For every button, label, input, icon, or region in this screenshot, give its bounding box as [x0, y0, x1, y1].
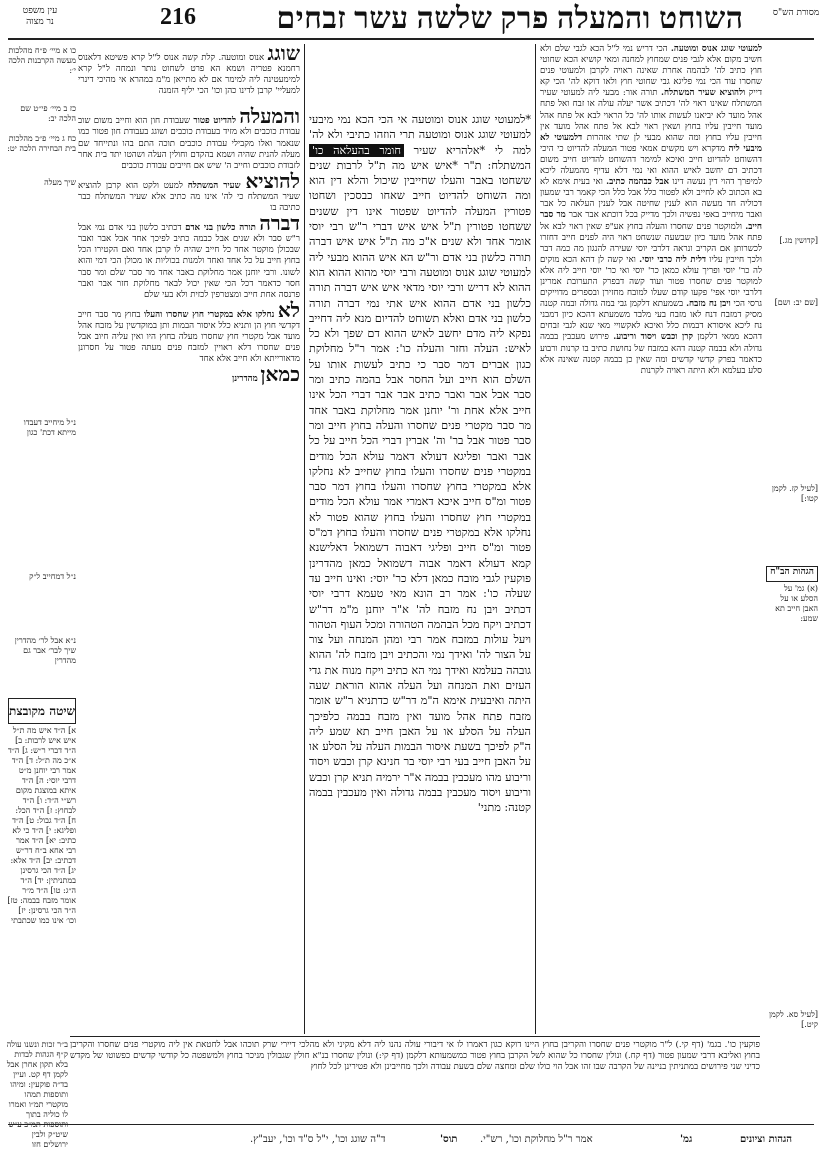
tosafot-text-5: ולמוקטר פנים שחסרו והעלה בחוץ אע"פ שאין ראוי לבא אל פתח אהל מועד כיון שבשעה שנשחט ראוי היה לפנים חייב דחזרו לכשרותן אם הקריב ונראה דלרבי יוסי שעירה להנגון מה כמה דבר ולכך חייבין עליו — [540, 221, 762, 265]
tosafot-label-7: קרן וכבש ויסוד וריבוע. — [613, 332, 694, 343]
tosafot-column — [540, 44, 762, 1034]
tosafot-text-2: תורה אור: מבעי ליה למעוטי שעיר המשתלח שאינו ראוי לה' דכתיב אשר יעלה עולה או זבח ואל פתח אהל מועד לא יביאנו לעשות אותו לה' כל הראוי לבא אל פתח אהל מועד חייבין עליו בחוץ ושאין ראוי לבא אל פתח אהל מועד אין חייבין עליו בחוץ ומה שהוא מבעי לן שתי אזהרות — [540, 88, 762, 143]
masoret-note-3: [לעיל קז. לקמן קטו:] — [771, 484, 818, 503]
mishnah-inset-big-word: שוגג — [267, 43, 300, 65]
rashi-label-5: מהדרינן — [232, 374, 258, 385]
tosafot-text-7: בשמעתא דלקמן גבי במה גדולה ובמה קטנה מסיק דמזבח דנח לאו מזבח בעי מלבד משמעתא דהכא כיון דמבני נח ליכא איסורא דבמות כלל ואיכא לאקשויי מאי שנא לגבי זבחים דהכא ממאי דלקמן — [540, 299, 762, 343]
rashi-big-word-4: לא — [277, 299, 301, 322]
gemara-highlight-label[interactable]: חומר בהעלאה כו' — [309, 144, 404, 157]
rashi-big-word-2: להוציא — [245, 170, 300, 193]
tosafot-label-1: ולהוציא שעיר המשתלח. — [661, 88, 746, 99]
tosafot-text-1: הכי דריש נמי ל"ל הכא לגבי שלם ולא חשיב מקום אלא לגבי פנים שמחוץ למחנה ומאי קושיא הכא שחוטי חוץ כתיב לה' לבהמה אחרת שאינה ראויה לקרבן ולמעוטי פנים שחסרו עוד הכי נמי פליגא גבי שחוטי חוץ ולאו דוקא לה' הכי קא דייק — [540, 44, 762, 99]
footer-gemara-label: גמ' — [680, 1134, 693, 1145]
hagahot-habach-text: (א) גמ' על הסלע או על האבן חייב תא שמע: — [775, 584, 818, 623]
gemara-body: המשתלח: ת"ר *איש איש מה ת"ל לרבות שנים ששחטו באבר והעלו שחייבין שיכול והלא דין הוא ומה השוחט להדיוט חייב שאחו כבסכין ושחטו פטורין המעלה להדיוט שפטור אינו דין ששנים ששחטו פטורין ת"ל איש איש דברי ר"ש רבי יוסי אומר אחד ולא שנים א"כ מה ת"ל איש איש דברה תורה כלשון בני אדם ור"ש הא איש ההוא מבעי ליה למעוטי שוגג אנוס ומוטעה ורבי יוסי מהוא ההוא הוא ההוא לא דריש ורבי יוסי מדאי איש איש דברה תורה כלשון בני אדם ההוא איש אתי נמי דברה תורה כלשון בני אדם ואלא תשוחט להדיום מנא ליה דחייב נפקא ליה מדם יחשב לאיש ההוא דם שפך ולא כל לאיש: העלה וחזר והעלה כו': אמר ר"ל מחלוקת כגון אברים דמר סבר כי כתיב לעשות אותו על השלם הוא חייב ועל החסר אבל בהמה כתיב ומר סבר אבל אבר ואבר כתיב אבר אבר דברי הכל אינו חייב אלא אחת ור' יוחנן אמר מחלוקת באבר אחד מר סבר מקטרי פנים שחסרו והעלה בחוץ חייב ומר סבר פטור אבל בר' וה' אברין דברי הכל חייב על כל אבר ואבר ופליגא דעולא דאמר עולא הכל מודים במקטרי פנים שחסרו והעלו בחוץ שחייב לא נחלקו אלא במקטרי בחוץ שחסרו והעלו בחוץ דמר סבר פטור ומ"ס חייב איכא דאמרי אמר עולא הכל מודים במקטרי חוץ שחסרו והעלו בחוץ שהוא פטור לא נחלקו אלא במקטרי פנים שחסרו והעלו בחוץ דמ"ס פטור ומ"ס חייב ופליגי דאבוה דשמואל דאלישנא קמא דעולא דאמר אבוה דשמואל כמאן מהדרינן פוקעין לגבי מובח כמאן דלא כר' יוסי: ואינו חייב עד שעלה כו': אמר רב הונא מאי טעמא דרבי יוסי דכתיב ויבן נח מזבח לה' א"ר יוחנן מ"מ דר"ש דכתיב ויקח מכל הבהמה הטהורה ומכל העוף הטהור ויעל עולות במזבח אמר רבי ומהן המנחה ועל צור על הצור לה' ואידך נמי והכתיב ויבן מזבח לה' ההוא גובהה בעלמא ואידך נמי הא כתיב ויקח מנוח את גדי העזים ואת המנחה ועל העלה אהוא הוראת שעה היתה ואיבעית אימא ה"מ דר"ש כדתניא ר"ש אומר מזבח פתח אהל מועד ואין מזבח בבמה כלפיכך העלה על הסלע או על האבן חייב תא שמע ליה ה"ק לפיכך בשעת איסור הבמות העלה על הסלע או על האבן חייב בעי רבי יוסי בר חנינא קרן וכבש ויסוד וריבוע מהו מעכבין בבמה א"ר ירמיה תניא קרן וכבש וריבוע ויסוד מעכבין בבמה גדולה ואין מעכבין בבמה קטנה: מתני' — [309, 158, 531, 815]
left-bottom-notes: ב״ר זכות ונשנו עולה ק״ף הגהות לבדות בלא תקון אחרן אבל לקמן דף קט. ועיין בד״ה פוקעין: ומיהו ותוספות תמהו מוקטרי תמ״ו ואמרו לו כוליה בתוך שיט״ק ולבין ירושלים חזו — [6, 1040, 68, 1149]
footer-gemara-text: אמר ר"ל מחלוקת וכו', רש"י. — [480, 1134, 593, 1145]
footer — [0, 1128, 822, 1152]
shita-mekubetzet-text: א] ה״ד איש מה ת״ל איש איש לרבות: ב] ה״ד דברי ר״ש: ג] ה״ד א״כ מה ת״ל: ד] ה״ד אמר רבי יוחנן מ״ט דרבי יוסי: ה] ה״ד איתא במוצגת מקום רש״י ה״ד: ו] ה״ד לבחוץ: ז] ה״ד הכל: ח] ה״ד גבול: ט] ה״ד ופליגא: י] ה״ד כי לא כתיב: יא] ה״ד אמר רבי אחא ב״ח דר״ש דכתיב: יב] ה״ד אלא: יג] ה״ד הכי גרסינן במתניתין: יד] ה״ד ה״ג: טו] ה״ד מ״ר אומר מזבח בבמה: טז] ה״ד הכי גרסינן: יז] וכו׳ אינו כמו שכתבתי — [7, 726, 76, 925]
ein-mishpat-label: עין משפט נר מצוה — [22, 6, 58, 27]
page-title: השוחט והמעלה פרק שלשה עשר זבחים — [276, 2, 744, 35]
tosafot-opening-words: למעוטי שוגג אנוס ומוטעה. — [670, 44, 762, 54]
mishnah-inset — [78, 44, 300, 97]
ein-mishpat-notes-5: נ״ל מיחייב דעבדו מייתא דכת' כגון — [23, 418, 76, 437]
rashi-big-word-5: כמאן — [260, 364, 300, 387]
footer-tosafot-label: תוס' — [440, 1134, 458, 1145]
rashi-section-4 — [78, 301, 300, 365]
rashi-label-4: נחלקו אלא במקטרי חוץ שחסרו והעלו — [144, 309, 275, 320]
masoret-note-4: [לעיל סא. לקמן קיט.] — [768, 1010, 818, 1029]
tosafot-label-5: דלית ליה כרבי יוסי. — [639, 254, 707, 265]
rashi-section-2 — [78, 172, 300, 214]
tosafot-label-6: ויבן נח מזבח. — [686, 299, 731, 310]
tosafot-label-3: אבל כבהמה כתיב. — [606, 177, 670, 188]
gemara-opening: *למעוטי שוגג אנוס ומוטעה אי הכי הכא נמי מיבעי למעוטי שוגג אנוס ומוטעה תרי הוזהו כתיבי ולא לה' למה לי *אלהריא שעיר — [309, 113, 532, 157]
rashi-column — [78, 44, 300, 1034]
footer-tosafot-text: ד"ה שוגג וכו', י"ל ס"ד וכו', יעב"ץ. — [250, 1134, 386, 1145]
gemara-tosafot-divider — [535, 44, 536, 1034]
tosafot-text-3: מדקרא ויש מקשים אמאי פטור המעלה להדיוט כי היכי דהשוחט להדיוט חייב ואיכא למימר דהשוחט להדיוט חייב משום דכתיב דם יחשב לאיש ההוא ואי נמי דלא עדיף מהמעלה ליכא למיפרך דהוי דין נעשה דינו — [540, 143, 762, 188]
page-number: 216 — [160, 4, 196, 30]
tosafot-label-4: מר סבר חייב. — [540, 210, 763, 232]
rashi-big-word-1: והמעלה — [239, 106, 300, 129]
rashi-text-1: שעבודת חון הוא וחייב משום שוב עבודת כוכבים ולא מזיד בעבודת כוכבים ושוגג בעבודת חון פטור כמו שנאמר ואלו מקבילי עבודת כוכבים תוכה התם בהו ונתייחד שם מעלה להנית שהיה ושמא בהקדם וחולין העלה ושהטו יתד בית אחר לזבודת כוכבים וחייב ה' שיש אם חייבים עבודת כוכבים — [78, 116, 300, 171]
footer-rule — [8, 1124, 814, 1125]
masoret-label: מסורת הש"ס — [772, 8, 820, 18]
hagahot-habach-title: הגהות הב"ח — [766, 566, 818, 582]
rashi-label-1: להדיוט פטור — [193, 116, 237, 127]
rashi-text-2: למעט ולקט הוא קרבן להוציא שעיר המשתלח כי לה' אינו מה כתיב אלא שעיר המשתלח כבר כתיבה בו — [78, 180, 300, 214]
rashi-text-4: בחוץ מר סבר חייב דקדשי חוץ הן ותניא כלל איסור הבמות ותן במוקדשין על מזבח אהל מועד אבל מקטרי חוץ שחסרו מעלה בחוץ היו ואין עליה חיוב אבל פנים שחסרו דלא ראויין למזבח פנים מעתה פטור על חסרונן מדאורייתא ולא חייב אלא אחד — [78, 309, 300, 365]
rashi-gemara-divider — [304, 44, 305, 1034]
masoret-note-1: [קדושין מג.] — [779, 236, 818, 245]
tosafot-text-6: ואי קשה לן דהא הכא מוקים לה כר' יוסי ופריך עולא כמאן כר' יוסי ואי כר' יוסי חייב ליה אלא למוקטר פנים שחסרו פטור ועוד קשה דבפרק התערובת אמרינן דלרבי יוסי אפי' פקעו קודם שעלו למובח מחזירן ובספרים מדוייקים גרסי הכי — [540, 254, 762, 310]
rashi-section-3 — [78, 214, 300, 301]
rashi-big-word-3: דברה — [259, 213, 300, 236]
tosafot-text-8: פירוש מעכבין בבמה גדולה ולא בבמה קטנה דהא במזבח של נחושת כתיב בו קרנות ורבוע כדאמר בפרק קדשי קדשים ומה שאין כן בבמה קטנה שאינה אלא סלע בעלמא ולא היתה ראויה לקרנות — [540, 332, 762, 376]
ein-mishpat-notes-1: כו א מיי׳ פ״ח מהלכות מעשה הקרבנות הלכה י׳: — [8, 46, 76, 75]
rashi-section-1 — [78, 107, 300, 171]
ein-mishpat-notes-3: כח ג מיי׳ פ״ב מהלכות בית הבחירה הלכה יט: — [7, 134, 76, 153]
mishnah-inset-text: אנוס ומוטעה. קלת קשה אנוס ל"ל קרא פשיטא דלאנוס רחמנא פטריה ושמא הא פרט לשחוט נותר ונמחה ל"ל קרא למימעטינה ליה למימר אם לא מתייאן מ"מ במהרא אי מהיכי דינרי למעליי' קרבן לדינו כהן וכו' הכי יליף הזמנה — [78, 53, 300, 97]
tosafot-label-2: דלמעוטי לא מיבעי ליה — [540, 132, 762, 154]
gemara-column — [309, 112, 531, 1032]
rashi-label-3: תורה כלשון בני אדם — [185, 223, 256, 234]
masoret-note-2: [שם יב: ושם] — [774, 298, 818, 307]
rashi-text-3: דכתיב כלשון בני אדם נמי אבל ר"ש סבר ולא שנים אבל כבמה כתיב לפיכך אחד אבל אבר ואבר שבכולן מוקטר אחד כל חייב שהיה לו קרבן אחד ואם הקטירו הכל בחוץ חייב על כל אחד ואחד ולמנות בכוליות או מכולן הכי דמי והוא לשונו. ורבי יוחנן אמר מחלוקת באבר אחד מר סבר שלם ומר סבר חסר כדאמר דכל הכי שאין יכול לבאר מחלוקת חזר אבר ואבר פרנסה אחת חייב ומצטרפין לכזית ולא בעי שלם — [78, 223, 300, 300]
tosafot-text-4: ואי בעית אימא לא בא הכתוב לא לחייב ולא לפטור כלל אבל כלל הכי קאמר רבי שמעון דכוליה חד מעשה הוא לענין שחיטה אבל לענין העלאה כל אבר ואבר מיחייב באפי נפשיה ולכך מדייק בכל דוכתא אבר אבר — [540, 177, 763, 221]
ein-mishpat-notes-6: נ״ל דמחייב ל״ק — [29, 572, 76, 581]
ein-mishpat-notes-7: נ״א אבל לר׳ מהדרין שיך לבר׳ אבר גם מהדרין — [14, 636, 76, 665]
rashi-section-5 — [78, 365, 300, 385]
footer-left-label: הגהות וציונים — [740, 1134, 793, 1145]
shita-mekubetzet-title: שיטה מקובצת — [8, 698, 76, 724]
header-rule — [8, 38, 814, 40]
ein-mishpat-notes-4: שיך מעלה — [44, 178, 76, 187]
rashi-label-2: שעיר המשתלח — [187, 180, 241, 191]
ein-mishpat-notes-2: כז ב מיי׳ פי״ט שם הלכה יב: — [20, 104, 76, 123]
bottom-commentary: פוקעין כו'. בגמ' (דף קי.) ל"ר מוקטרי פנים שחסרו והקריבן בחוץ היינו דוקא כגון דאמרו לו אי דיבורי עולה נהנו ליה דלא מקיני ולא מהלכי דיירי שרק תוכהו אבל לחטאת אין ליה מוקטרי פנים שחסרו והקריבן בחוץ ואליבא דרבי שמעון פטור (דף קח.) ונולין שחסרו כל שהוא לשל הקרבן בחוץ פטור כמשמעותא דלקמן (דף קי:) ונולין שחסרו בנ"א חולין שגבולין מניכר בחוץ ולמשפטה כל קודשי קדשים כפשוטו של מקדש כדיני שני פירושים במתניתין בניינה של הקרבה שבו זהו אבל הוי כולו שלם ומחצה שלם בשעת עבודה ולכך מחייבינן ולא פטירינן לכל לחוץ — [70, 1040, 760, 1073]
bottom-band-rule — [70, 1036, 760, 1037]
